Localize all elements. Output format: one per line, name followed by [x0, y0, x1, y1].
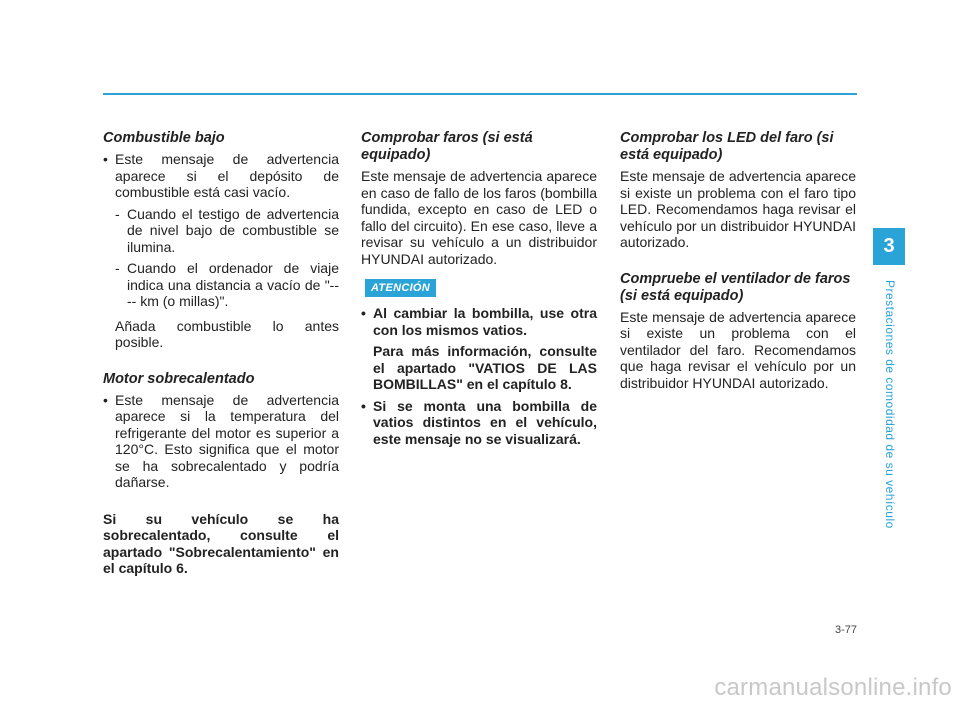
heading-low-fuel: Combustible bajo — [103, 130, 225, 146]
dash-item: - Cuando el ordenador de viaje indica una distancia a vacío de "---- km (o millas)". — [115, 260, 339, 309]
heading-check-fan: Compruebe el ventilador de faros (si está equipado) — [620, 270, 851, 304]
heading-check-headlamps: Comprobar faros (si está equipado) — [361, 130, 533, 163]
paragraph: Para más información, consulte el apartado "VATIOS DE LAS BOMBILLAS" en el capítulo 8. — [373, 343, 597, 392]
side-chapter-title: Prestaciones de comodidad de su vehículo — [883, 280, 897, 529]
bullet-item: • Si se monta una bombilla de vatios distintos en el vehículo, este mensaje no se visualizará. — [361, 397, 597, 447]
dash-item: - Cuando el testigo de advertencia de nivel bajo de combustible se ilumina. — [115, 205, 339, 255]
top-rule — [103, 93, 857, 95]
paragraph: Este mensaje de advertencia aparece si existe un problema con el ventilador del faro. Recomendamos que haga revisar el vehículo por un distribuidor HYUNDAI autorizado. — [620, 308, 856, 391]
paragraph: Este mensaje de advertencia aparece si existe un problema con el faro tipo LED. Recomendamos haga revisar el vehículo por un distribuidor HYUNDAI autorizado. — [620, 168, 856, 250]
bullet-item: • Este mensaje de advertencia aparece si el depósito de combustible está casi vacío. — [103, 151, 339, 200]
bullet-item: • Al cambiar la bombilla, use otra con los mismos vatios. — [361, 305, 597, 338]
bold-note: Si su vehículo se ha sobrecalentado, consulte el apartado "Sobrecalentamiento" en el capítulo 6. — [103, 510, 339, 576]
watermark: carmanualsonline.info — [714, 674, 952, 701]
column-2 — [361, 130, 597, 447]
heading-engine-overheat: Motor sobrecalentado — [103, 370, 255, 387]
chapter-tab: 3 — [873, 228, 905, 265]
bullet-item: • Este mensaje de advertencia aparece si la temperatura del refrigerante del motor es superior a 120°C. Esto significa que el motor se ha sobrecalentado y podría dañarse. — [103, 391, 339, 490]
paragraph: Este mensaje de advertencia aparece en caso de fallo de los faros (bombilla fundida, excepto en caso de LED o fallo del circuito). En ese caso, lleve a revisar su vehículo a un distribuidor HYUNDAI autorizado. — [361, 168, 597, 267]
heading-check-led: Comprobar los LED del faro (si está equipado) — [620, 130, 834, 163]
page-number: 3-77 — [834, 624, 857, 636]
paragraph: Añada combustible lo antes posible. — [115, 317, 339, 350]
attention-badge: ATENCIÓN — [365, 279, 436, 297]
column-1 — [103, 130, 339, 577]
column-3 — [620, 130, 856, 391]
